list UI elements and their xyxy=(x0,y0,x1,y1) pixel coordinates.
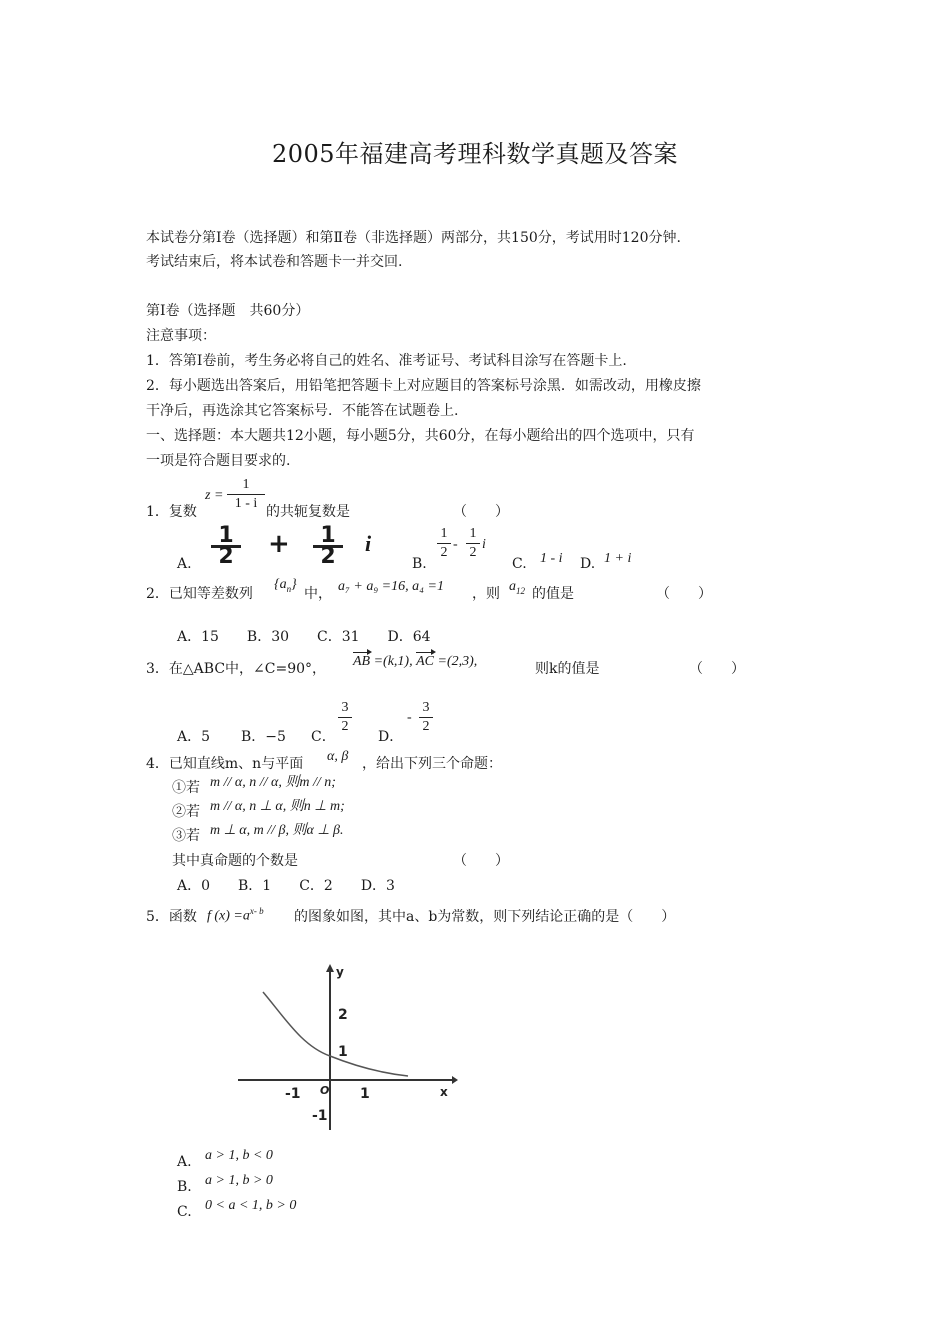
q3-option-d-num: 3 xyxy=(422,700,430,715)
part1-instructions-b: 一项是符合题目要求的. xyxy=(146,453,291,469)
q1-suffix: 的共轭复数是 xyxy=(266,504,350,520)
graph-origin-label: O xyxy=(320,1084,330,1097)
q1-option-a-den-2: 2 xyxy=(320,544,336,569)
q2-sequence xyxy=(274,576,297,598)
q1-option-c-value: 1 - i xyxy=(540,551,563,566)
q4-answer-paren: （ ） xyxy=(453,853,509,869)
q2-suffix: 的值是 xyxy=(532,586,574,602)
q1-option-b-num: 1 xyxy=(440,526,448,541)
graph-curve xyxy=(263,992,408,1076)
q1-frac-num: 1 xyxy=(242,477,250,492)
q2-a12 xyxy=(509,578,525,600)
notice-item-2a: 2．每小题选出答案后，用铅笔把答题卡上对应题目的答案标号涂黑．如需改动，用橡皮擦 xyxy=(146,378,701,394)
q3-option-c-label: C． xyxy=(311,729,336,745)
q5-option-a: a > 1, b < 0 xyxy=(205,1148,273,1163)
q1-option-b-num-2: 1 xyxy=(469,526,477,541)
q2-a12-sub: 12 xyxy=(516,585,525,596)
q1-option-a-plus: + xyxy=(268,529,290,559)
q1-option-b-minus: - xyxy=(453,537,458,552)
q2-options: A．15 B．30 C．31 D．64 xyxy=(177,629,431,645)
q2-then: ，则 xyxy=(472,586,500,602)
q5-function xyxy=(207,902,264,926)
q4-suffix: ，给出下列三个命题： xyxy=(362,756,502,772)
q3-vector-ab-val: =(k,1), xyxy=(370,654,417,669)
q3-suffix: 则k的值是 xyxy=(535,661,600,677)
q1-option-a-label: A. xyxy=(177,556,192,572)
q1-prefix: 1．复数 xyxy=(146,504,197,520)
q3-option-d-label: D． xyxy=(378,729,404,745)
part1-instructions-a: 一、选择题：本大题共12小题，每小题5分，共60分，在每小题给出的四个选项中，只有 xyxy=(146,428,695,444)
graph-y-label: y xyxy=(336,965,344,979)
section-heading: 第Ⅰ卷（选择题 共60分） xyxy=(146,303,310,319)
q3-vector-ab: AB xyxy=(353,654,371,669)
intro-line-1: 本试卷分第Ⅰ卷（选择题）和第Ⅱ卷（非选择题）两部分，共150分，考试用时120分钟. xyxy=(146,230,681,246)
graph-y-arrow xyxy=(326,964,334,972)
q1-option-b-frac-2 xyxy=(466,526,480,561)
notice-item-2b: 干净后，再选涂其它答案标号．不能答在试题卷上. xyxy=(146,403,459,419)
q3-option-c-den: 2 xyxy=(341,719,349,734)
q1-answer-paren: （ ） xyxy=(453,504,509,520)
q1-option-b-frac xyxy=(437,526,451,561)
q1-option-a-den: 2 xyxy=(218,544,234,569)
q4-prop3-mark: ③若 xyxy=(172,828,200,844)
q1-option-a-num: 1 xyxy=(218,523,234,548)
q3-option-d-den: 2 xyxy=(422,719,430,734)
q5-option-c: 0 < a < 1, b > 0 xyxy=(205,1198,297,1213)
q5-function-base: f (x) =a xyxy=(207,908,250,924)
notice-heading: 注意事项： xyxy=(146,328,216,344)
q2-mid: 中， xyxy=(304,586,332,602)
q2-answer-paren: （ ） xyxy=(656,586,712,602)
q3-option-d-frac xyxy=(419,700,433,735)
q1-option-b-den-2: 2 xyxy=(469,545,477,560)
q5-function-graph xyxy=(230,960,460,1135)
q3-prefix: 3．在△ABC中，∠C=90°， xyxy=(146,661,327,677)
q1-option-b-i: i xyxy=(482,537,486,552)
q1-option-a-frac-2 xyxy=(313,523,343,569)
graph-x-arrow xyxy=(452,1076,458,1084)
q1-option-a-i: i xyxy=(365,531,372,556)
q5-option-a-label: A. xyxy=(177,1154,192,1170)
q5-option-c-label: C. xyxy=(177,1204,192,1220)
graph-tick-y2: 2 xyxy=(338,1007,348,1023)
q4-planes: α, β xyxy=(327,749,349,764)
q1-option-d-label: D. xyxy=(580,556,596,572)
q5-function-exponent: x- b xyxy=(249,906,264,916)
q1-option-b-label: B. xyxy=(412,556,427,572)
q4-options: A．0 B．1 C．2 D．3 xyxy=(177,878,395,894)
q3-option-b: B．−5 xyxy=(241,729,286,745)
q4-prop1: m // α, n // α, 则m // n; xyxy=(210,775,336,790)
q5-prefix: 5．函数 xyxy=(146,909,197,925)
q2-a12-base: a xyxy=(509,579,516,594)
q4-prop3: m ⊥ α, m // β, 则α ⊥ β. xyxy=(210,823,344,838)
q4-prop1-mark: ①若 xyxy=(172,780,200,796)
q3-vectors xyxy=(353,653,477,671)
graph-tick-xm1: -1 xyxy=(285,1086,301,1102)
q2-prefix: 2．已知等差数列 xyxy=(146,586,253,602)
graph-x-label: x xyxy=(440,1085,448,1099)
q4-count: 其中真命题的个数是 xyxy=(172,853,298,869)
q3-answer-paren: （ ） xyxy=(689,661,745,677)
q2-condition: a₇ + a₉ =16, a₄ =1 xyxy=(338,579,444,594)
q3-option-d-bar xyxy=(419,717,433,718)
q4-prefix: 4．已知直线m、n与平面 xyxy=(146,756,304,772)
q1-option-c-label: C. xyxy=(512,556,527,572)
graph-tick-x1: 1 xyxy=(360,1086,370,1102)
q3-option-c-num: 3 xyxy=(341,700,349,715)
notice-item-1: 1．答第Ⅰ卷前，考生务必将自己的姓名、准考证号、考试科目涂写在答题卡上. xyxy=(146,353,627,369)
graph-tick-ym1: -1 xyxy=(312,1108,328,1124)
intro-line-2: 考试结束后，将本试卷和答题卡一并交回. xyxy=(146,254,403,270)
q2-seq-open: {a xyxy=(274,577,287,592)
q2-seq-close: } xyxy=(291,577,297,592)
q3-option-d-minus: - xyxy=(407,710,412,725)
q1-option-a-frac xyxy=(211,523,241,569)
q4-prop2-mark: ②若 xyxy=(172,804,200,820)
graph-tick-y1: 1 xyxy=(338,1044,348,1060)
q3-option-c-bar xyxy=(338,717,352,718)
q5-suffix: 的图象如图，其中a、b为常数，则下列结论正确的是（ ） xyxy=(294,909,676,925)
q3-vector-ac-val: =(2,3), xyxy=(434,654,478,669)
q5-option-b-label: B. xyxy=(177,1179,192,1195)
q1-option-d-value: 1 + i xyxy=(604,551,632,566)
q3-option-c-frac xyxy=(338,700,352,735)
q1-frac-bar xyxy=(227,494,265,495)
q2-seq-sub: n xyxy=(286,583,292,594)
q1-z-eq: z = xyxy=(205,488,224,503)
q1-frac-den: 1 - i xyxy=(234,496,258,511)
q1-fraction xyxy=(227,477,265,512)
q4-prop2: m // α, n ⊥ α, 则n ⊥ m; xyxy=(210,799,345,814)
q1-option-b-bar xyxy=(437,543,451,544)
q1-option-b-den: 2 xyxy=(440,545,448,560)
q1-option-a-num-2: 1 xyxy=(320,523,336,548)
q3-vector-ac: AC xyxy=(416,654,434,669)
q5-option-b: a > 1, b > 0 xyxy=(205,1173,273,1188)
q3-option-a: A．5 xyxy=(177,729,211,745)
page-title: 2005年福建高考理科数学真题及答案 xyxy=(271,140,679,168)
q1-option-b-bar-2 xyxy=(466,543,480,544)
